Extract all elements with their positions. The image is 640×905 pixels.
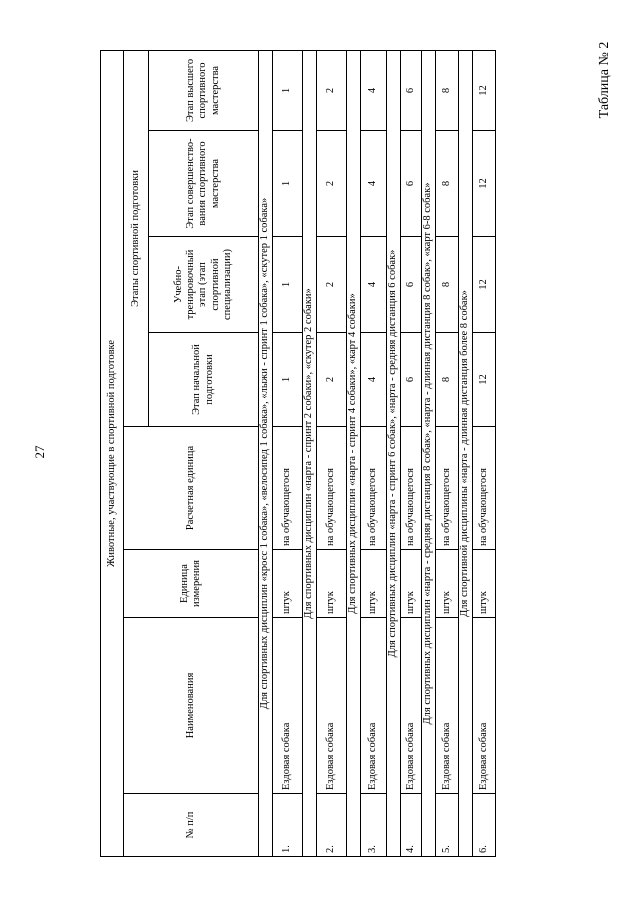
cell-stage3: 6 <box>401 131 422 237</box>
table-row <box>436 50 459 856</box>
cell-name: Ездовая собака <box>436 618 459 794</box>
cell-unit: штук <box>317 550 347 618</box>
cell-num: 6. <box>473 794 496 857</box>
cell-stage3: 1 <box>273 131 303 237</box>
cell-stage1: 8 <box>436 333 459 427</box>
header-name: Наименования <box>124 618 259 794</box>
cell-stage4: 8 <box>436 50 459 130</box>
cell-num: 4. <box>401 794 422 857</box>
cell-stage4: 2 <box>317 50 347 130</box>
section-title: Для спортивных дисциплин «нарта - спринт 6 собак», «нарта - средняя дистанция 6 собак» <box>387 50 401 856</box>
cell-stage4: 6 <box>401 50 422 130</box>
table-row <box>317 50 347 856</box>
cell-stage3: 8 <box>436 131 459 237</box>
cell-unit: штук <box>473 550 496 618</box>
cell-stage2: 12 <box>473 237 496 333</box>
cell-stage2: 6 <box>401 237 422 333</box>
cell-stage1: 2 <box>317 333 347 427</box>
table-row <box>361 50 387 856</box>
section-title: Для спортивных дисциплин «нарта - спринт 2 собаки», «скутер 2 собаки» <box>303 50 317 856</box>
cell-stage1: 4 <box>361 333 387 427</box>
cell-calc: на обучающегося <box>436 427 459 550</box>
cell-calc: на обучающегося <box>273 427 303 550</box>
sport-animals-table <box>100 50 496 857</box>
cell-stage2: 4 <box>361 237 387 333</box>
table-row <box>473 50 496 856</box>
cell-num: 1. <box>273 794 303 857</box>
header-num: № п/п <box>124 794 259 857</box>
cell-name: Ездовая собака <box>317 618 347 794</box>
stages-group-row <box>124 50 149 856</box>
cell-name: Ездовая собака <box>273 618 303 794</box>
cell-num: 3. <box>361 794 387 857</box>
cell-calc: на обучающегося <box>401 427 422 550</box>
cell-stage4: 4 <box>361 50 387 130</box>
table-title: Животные, участвующие в спортивной подготовке <box>101 50 124 856</box>
cell-stage2: 8 <box>436 237 459 333</box>
cell-name: Ездовая собака <box>401 618 422 794</box>
table-container <box>100 51 489 857</box>
cell-stage4: 12 <box>473 50 496 130</box>
section-title-row <box>459 50 473 856</box>
table-row <box>273 50 303 856</box>
header-unit: Единица измерения <box>124 550 259 618</box>
cell-stage3: 2 <box>317 131 347 237</box>
cell-stage1: 1 <box>273 333 303 427</box>
page-number: 27 <box>32 445 47 459</box>
cell-stage4: 1 <box>273 50 303 130</box>
cell-num: 5. <box>436 794 459 857</box>
cell-calc: на обучающегося <box>361 427 387 550</box>
cell-stage2: 1 <box>273 237 303 333</box>
cell-stage3: 4 <box>361 131 387 237</box>
section-title: Для спортивных дисциплин «нарта - спринт 4 собаки», «карт 4 собаки» <box>347 50 361 856</box>
section-title: Для спортивной дисциплины «нарта - длинная дистанция более 8 собак» <box>459 50 473 856</box>
section-title-row <box>422 50 436 856</box>
table-label: Таблица № 2 <box>597 41 612 119</box>
section-title-row <box>303 50 317 856</box>
header-stages: Этапы спортивной подготовки <box>124 50 149 426</box>
cell-unit: штук <box>361 550 387 618</box>
cell-calc: на обучающегося <box>317 427 347 550</box>
rotated-table-frame <box>100 51 489 857</box>
title-row <box>101 50 124 856</box>
cell-stage2: 2 <box>317 237 347 333</box>
header-stage-higher: Этап высшего спортивного мастерства <box>149 50 259 130</box>
cell-name: Ездовая собака <box>473 618 496 794</box>
cell-calc: на обучающегося <box>473 427 496 550</box>
cell-name: Ездовая собака <box>361 618 387 794</box>
cell-stage1: 6 <box>401 333 422 427</box>
section-title-row <box>347 50 361 856</box>
cell-num: 2. <box>317 794 347 857</box>
header-stage-improvement: Этап совершенство-вания спортивного мастерства <box>149 131 259 237</box>
cell-stage3: 12 <box>473 131 496 237</box>
section-title: Для спортивных дисциплин «кросс 1 собака», «велосипед 1 собака», «лыжи - спринт 1 собака», «скутер 1 собака» <box>259 50 273 856</box>
cell-unit: штук <box>436 550 459 618</box>
header-stage-initial: Этап начальной подготовки <box>149 333 259 427</box>
cell-unit: штук <box>273 550 303 618</box>
table-row <box>401 50 422 856</box>
header-calc: Расчетная единица <box>124 427 259 550</box>
section-title: Для спортивных дисциплин «нарта - средняя дистанция 8 собак», «нарта - длинная дистанция 8 собак», «карт 6-8 собак» <box>422 50 436 856</box>
header-stage-training: Учебно-тренировочный этап (этап спортивной специализации) <box>149 237 259 333</box>
section-title-row <box>259 50 273 856</box>
cell-unit: штук <box>401 550 422 618</box>
cell-stage1: 12 <box>473 333 496 427</box>
section-title-row <box>387 50 401 856</box>
